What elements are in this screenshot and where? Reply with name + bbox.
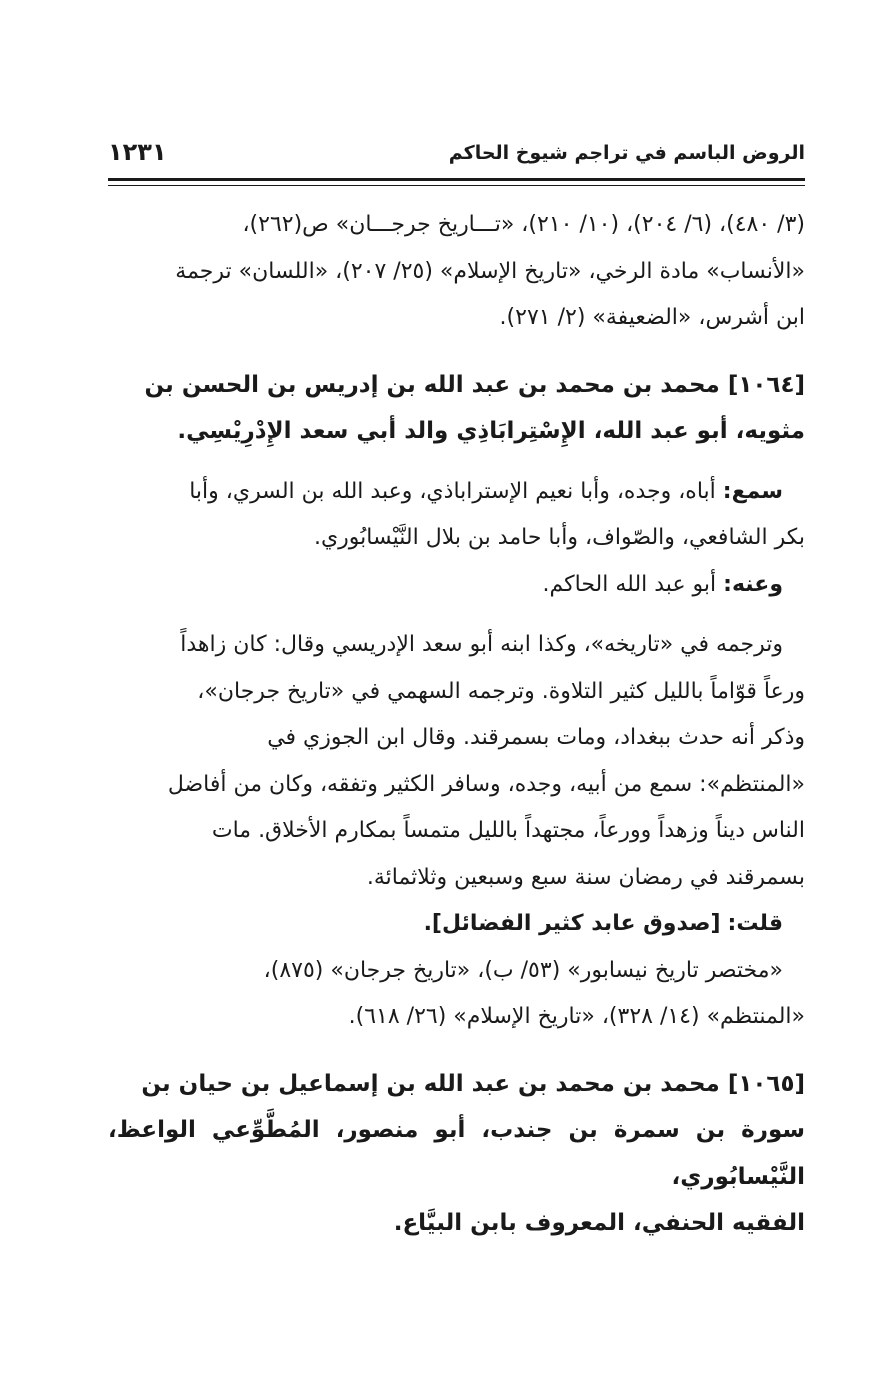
- verdict-text: [صدوق عابد كثير الفضائل].: [423, 911, 721, 936]
- narrated-by-text: أبو عبد الله الحاكم.: [542, 571, 717, 597]
- reference-line: «الأنساب» مادة الرخي، «تاريخ الإسلام» (٢٥/ ٢٠٧)، «اللسان» ترجمة: [175, 258, 805, 284]
- biography-line: بسمرقند في رمضان سنة سبع وسبعين وثلاثمائة.: [366, 864, 805, 890]
- entry-heading: [108, 1061, 805, 1108]
- entry-1064: [108, 362, 805, 1041]
- entry-number: [١٠٦٤]: [727, 371, 805, 398]
- biography-line: وترجمه في «تاريخه»، وكذا ابنه أبو سعد الإدريسي وقال: كان زاهداً: [180, 632, 783, 657]
- running-head-title: الروض الباسم في تراجم شيوخ الحاكم: [448, 142, 805, 164]
- verdict-paragraph: [108, 901, 805, 948]
- running-head: [108, 138, 805, 178]
- entry-1065: [108, 1061, 805, 1247]
- entry-name: محمد بن محمد بن عبد الله بن إسماعيل بن حيان بن: [141, 1070, 720, 1097]
- references-continued: [108, 202, 805, 342]
- biography-line: ورعاً قوّاماً بالليل كثير التلاوة. وترجمه السهمي في «تاريخ جرجان»،: [197, 678, 805, 704]
- entry-heading-continued: مثويه، أبو عبد الله، الإِسْتِرابَاذِي والد أبي سعد الإِدْرِيْسِي.: [177, 418, 805, 444]
- biography-line: الناس ديناً وزهداً وورعاً، مجتهداً بالليل متمساً بمكارم الأخلاق. مات: [211, 818, 805, 843]
- entry-name: محمد بن محمد بن عبد الله بن إدريس بن الحسن بن: [144, 371, 720, 398]
- page-body: [108, 202, 805, 1247]
- sources-line: «مختصر تاريخ نيسابور» (٥٣/ ب)، «تاريخ جرجان» (٨٧٥)،: [263, 957, 783, 983]
- biography-line: وذكر أنه حدث ببغداد، ومات بسمرقند. وقال ابن الجوزي في: [267, 725, 805, 750]
- entry-heading-continued: سورة بن سمرة بن جندب، أبو منصور، المُطَّوِّعي الواعظ، النَّيْسابُوري،: [108, 1117, 805, 1190]
- entry-heading-continued: الفقيه الحنفي، المعروف بابن البيَّاع.: [393, 1210, 805, 1236]
- narrated-by-label: وعنه:: [723, 571, 783, 597]
- sources-line: «المنتظم» (١٤/ ٣٢٨)، «تاريخ الإسلام» (٢٦/ ٦١٨).: [348, 1004, 805, 1029]
- entry-heading: [108, 362, 805, 409]
- verdict-label: قلت:: [727, 911, 783, 936]
- reference-line: (٣/ ٤٨٠)، (٦/ ٢٠٤)، (١٠/ ٢١٠)، «تـــاريخ جرجـــان» ص(٢٦٢)،: [242, 212, 805, 237]
- header-rule-thin: [108, 185, 805, 186]
- heard-text: أباه، وجده، وأبا نعيم الإستراباذي، وعبد الله بن السري، وأبا: [189, 478, 716, 504]
- narrated-by-paragraph: [108, 562, 805, 609]
- biography-line: «المنتظم»: سمع من أبيه، وجده، وسافر الكثير وتفقه، وكان من أفاضل: [167, 771, 805, 797]
- heard-text-continued: بكر الشافعي، والصّواف، وأبا حامد بن بلال النَّيْسابُوري.: [313, 525, 805, 550]
- reference-line: ابن أشرس، «الضعيفة» (٢/ ٢٧١).: [499, 305, 805, 330]
- page-number: ١٢٣١: [108, 138, 167, 166]
- entry-number: [١٠٦٥]: [727, 1070, 805, 1097]
- header-rule-thick: [108, 178, 805, 181]
- heard-label: سمع:: [722, 478, 783, 504]
- heard-from-paragraph: [108, 469, 805, 516]
